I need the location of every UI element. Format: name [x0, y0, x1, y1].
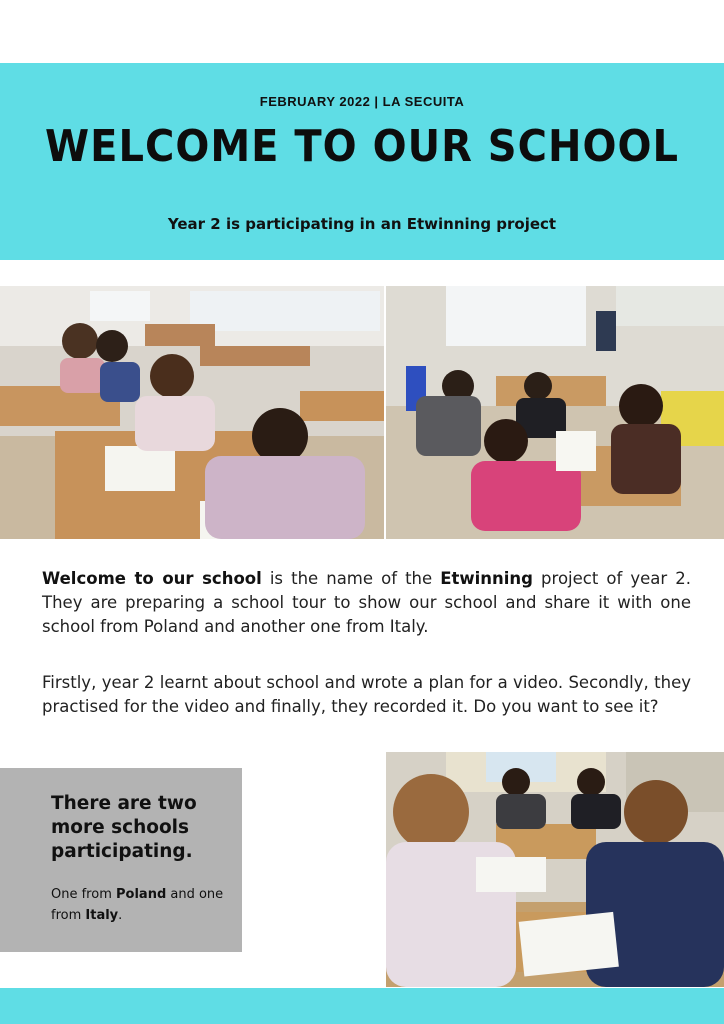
callout-text-b: and one from	[51, 887, 224, 923]
project-name-bold: Welcome to our school	[42, 569, 262, 588]
classroom-photo-1	[0, 286, 384, 539]
paragraph-1-text-a: is the name of the	[261, 569, 441, 588]
classroom-photo-3	[386, 752, 724, 987]
callout-text-a: One from	[51, 887, 116, 902]
callout-poland: Poland	[116, 887, 167, 902]
callout-heading: There are two more schools participating.	[51, 793, 197, 862]
page-subtitle: Year 2 is participating in an Etwinning project	[167, 215, 557, 233]
classroom-photo-2	[386, 286, 724, 539]
etwinning-bold: Etwinning	[440, 569, 533, 588]
page-title: WELCOME TO OUR SCHOOL	[45, 122, 679, 172]
callout-text-c: .	[118, 908, 123, 923]
footer-band	[0, 988, 724, 1024]
article-paragraph-1	[42, 567, 691, 639]
article-paragraph-2: Firstly, year 2 learnt about school and wrote a plan for a video. Secondly, they practised for the video and finally, they recorded it. Do you want to see it?	[42, 673, 691, 716]
callout-text	[51, 884, 231, 926]
paragraph-1-text-b: project of year 2. They are preparing a school tour to show our school and share it with one school from Poland and another one from Italy.	[42, 569, 691, 636]
callout-italy: Italy	[85, 908, 119, 923]
issue-date-location: FEBRUARY 2022 | LA SECUITA	[259, 94, 465, 109]
